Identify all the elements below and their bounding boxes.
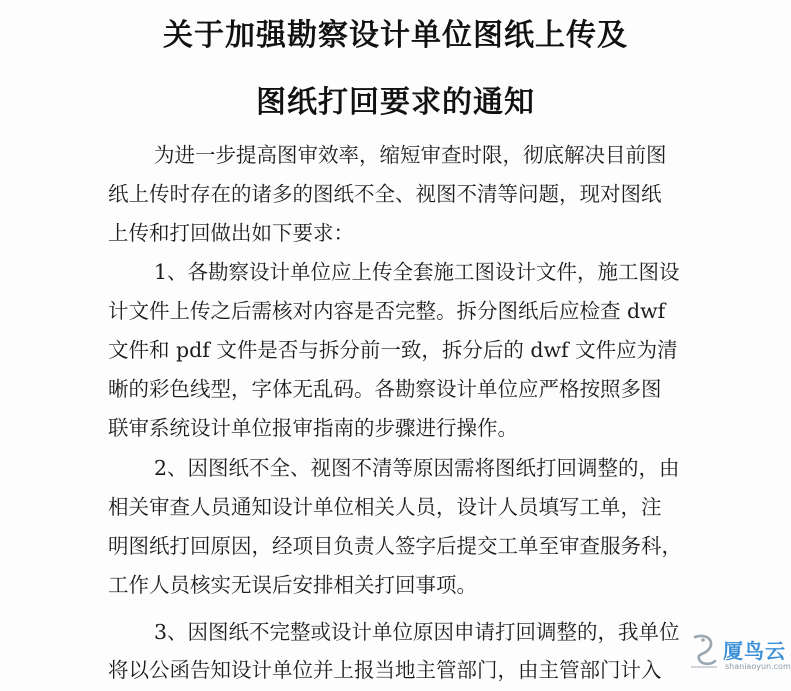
item2-line-3: 明图纸打回原因，经项目负责人签字后提交工单至审查服务科， [108, 534, 682, 558]
item1-line-5: 联审系统设计单位报审指南的步骤进行操作。 [108, 416, 518, 440]
bird-logo-icon [687, 631, 721, 671]
item3-line-2: 将以公函告知设计单位并上报当地主管部门，由主管部门计入 [108, 658, 662, 682]
item2-line-1: 2、因图纸不全、视图不清等原因需将图纸打回调整的，由 [154, 456, 680, 480]
document-title-line-1: 关于加强勘察设计单位图纸上传及 [163, 18, 628, 53]
intro-line-2: 纸上传时存在的诸多的图纸不全、视图不清等问题，现对图纸 [108, 182, 662, 206]
intro-line-1: 为进一步提高图审效率，缩短审查时限，彻底解决目前图 [154, 143, 667, 167]
item1-line-1: 1、各勘察设计单位应上传全套施工图设计文件，施工图设 [154, 260, 680, 284]
watermark [687, 629, 791, 687]
item2-line-2: 相关审查人员通知设计单位相关人员，设计人员填写工单，注 [108, 495, 662, 519]
item1-line-4: 晰的彩色线型，字体无乱码。各勘察设计单位应严格按照多图 [108, 377, 662, 401]
watermark-brand: 厦鸟云 [723, 639, 786, 663]
item1-line-2: 计文件上传之后需核对内容是否完整。拆分图纸后应检查 dwf [108, 299, 666, 323]
intro-line-3: 上传和打回做出如下要求： [108, 221, 354, 245]
item3-line-1: 3、因图纸不完整或设计单位原因申请打回调整的，我单位 [154, 620, 680, 644]
watermark-url: shaniaoyun.com [725, 662, 791, 671]
item1-line-3: 文件和 pdf 文件是否与拆分前一致，拆分后的 dwf 文件应为清 [108, 338, 678, 362]
item2-line-4: 工作人员核实无误后安排相关打回事项。 [108, 573, 477, 597]
document-title-line-2: 图纸打回要求的通知 [256, 85, 535, 120]
